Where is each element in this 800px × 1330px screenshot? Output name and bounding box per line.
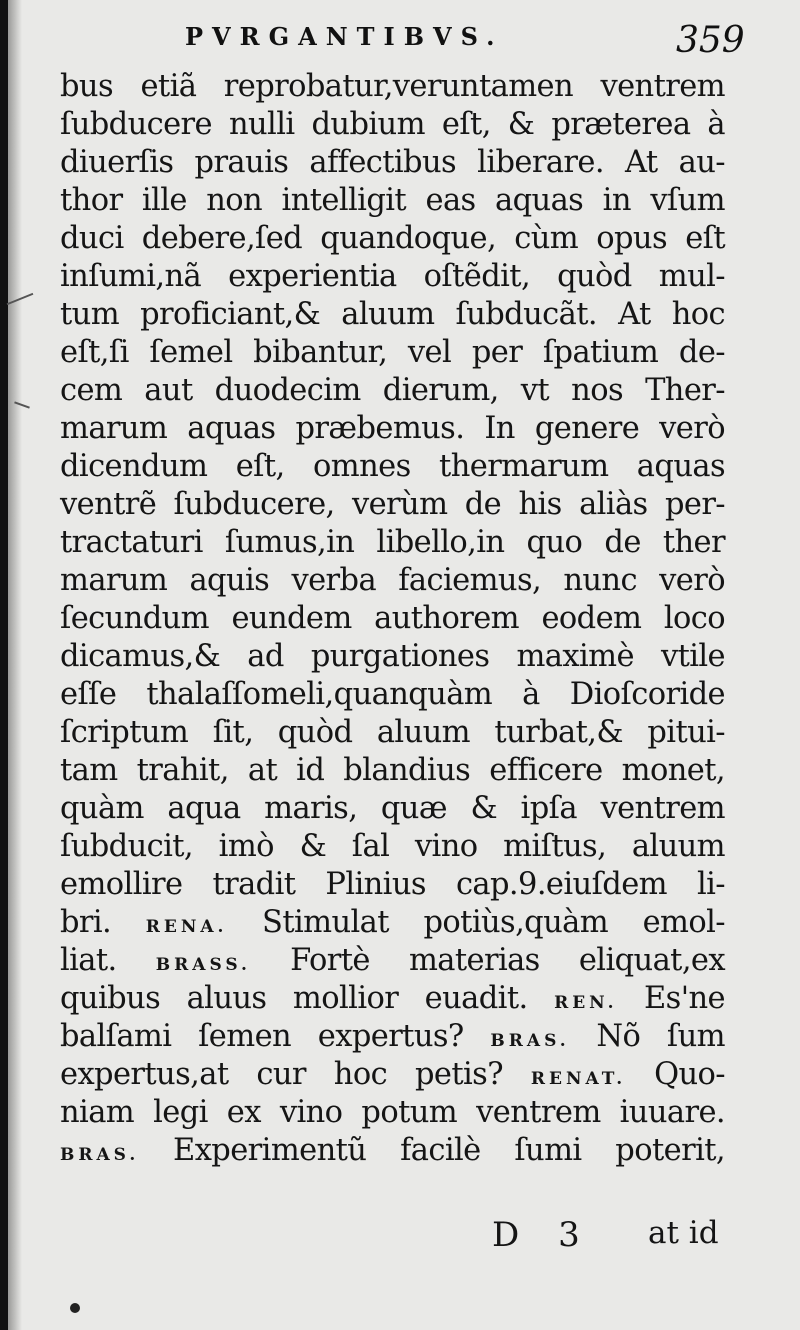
speaker-name: RENAT. [530, 1069, 627, 1089]
line-text: thor ille non intelligit eas aquas in vſum [60, 183, 725, 218]
text-line [60, 220, 725, 258]
text-line [60, 144, 725, 182]
line-text: quibus aluus mollior euadit. [60, 981, 528, 1016]
text-line [60, 676, 725, 714]
text-line [60, 296, 725, 334]
line-text: balſami ſemen expertus? [60, 1019, 464, 1054]
catchword: at id [648, 1215, 719, 1251]
line-text: quàm aqua maris, quæ & ipſa ventrem [60, 791, 725, 826]
line-text: duci debere,ſed quandoque, cùm opus eſt [60, 221, 725, 256]
text-line [60, 372, 725, 410]
line-text: Experimentũ facilè ſumi poterit, [173, 1133, 725, 1168]
text-line [60, 1094, 725, 1132]
line-text: ſubducit, imò & ſal vino miſtus, aluum [60, 829, 725, 864]
line-text: ſubducere nulli dubium eſt, & præterea à [60, 107, 725, 142]
text-line [60, 828, 725, 866]
line-text: bus etiã reprobatur,veruntamen ventrem [60, 69, 725, 104]
text-line [60, 1018, 725, 1056]
text-line [60, 1056, 725, 1094]
line-text: Quo- [654, 1057, 725, 1092]
body-text [60, 68, 725, 1170]
speaker-name: BRASS. [155, 955, 251, 975]
line-text: ſcriptum ſit, quòd aluum turbat,& pitui- [60, 715, 725, 750]
line-text: Fortè materias eliquat,ex [290, 943, 725, 978]
text-line [60, 942, 725, 980]
text-line [60, 182, 725, 220]
speaker-name: BRAS. [60, 1145, 140, 1165]
text-line [60, 790, 725, 828]
text-line [60, 904, 725, 942]
text-line [60, 524, 725, 562]
line-text: Nõ ſum [596, 1019, 725, 1054]
line-text: bri. [60, 905, 112, 940]
line-text: marum aquas præbemus. In genere verò [60, 411, 725, 446]
speaker-name: RENA. [145, 917, 228, 937]
text-line [60, 866, 725, 904]
running-head: PVRGANTIBVS. [185, 22, 504, 51]
line-text: marum aquis verba faciemus, nunc verò [60, 563, 725, 598]
gutter-shadow [8, 0, 22, 1330]
text-line [60, 600, 725, 638]
spine-shadow [0, 0, 8, 1330]
text-line [60, 752, 725, 790]
line-text: Stimulat potiùs,quàm emol- [262, 905, 725, 940]
speaker-name: BRAS. [490, 1031, 570, 1051]
text-line [60, 68, 725, 106]
text-line [60, 258, 725, 296]
text-line [60, 980, 725, 1018]
line-text: ſecundum eundem authorem eodem loco [60, 601, 725, 636]
line-text: eſt,ſi ſemel bibantur, vel per ſpatium de- [60, 335, 725, 370]
line-text: inſumi,nã experientia oſtẽdit, quòd mul- [60, 259, 725, 294]
line-text: tractaturi ſumus,in libello,in quo de ther [60, 525, 725, 560]
line-text: niam legi ex vino potum ventrem iuuare. [60, 1095, 725, 1130]
line-text: dicendum eſt, omnes thermarum aquas [60, 449, 725, 484]
text-line [60, 1132, 725, 1170]
line-text: diuerſis prauis affectibus liberare. At au- [60, 145, 725, 180]
line-text: tam trahit, at id blandius efficere monet, [60, 753, 725, 788]
text-line [60, 106, 725, 144]
line-text: eſſe thalaſſomeli,quanquàm à Dioſcoride [60, 677, 725, 712]
page-number: 359 [676, 20, 745, 61]
line-text: cem aut duodecim dierum, vt nos Ther- [60, 373, 725, 408]
line-text: emollire tradit Plinius cap.9.eiuſdem li- [60, 867, 725, 902]
ink-blot [70, 1303, 80, 1313]
line-text: expertus,at cur hoc petis? [60, 1057, 503, 1092]
text-line [60, 334, 725, 372]
text-line [60, 638, 725, 676]
line-text: ventrẽ ſubducere, verùm de his aliàs per- [60, 487, 725, 522]
text-line [60, 448, 725, 486]
speaker-name: REN. [554, 993, 618, 1013]
text-line [60, 562, 725, 600]
line-text: dicamus,& ad purgationes maximè vtile [60, 639, 725, 674]
signature-mark: D 3 [492, 1215, 594, 1255]
line-text: tum proficiant,& aluum ſubducãt. At hoc [60, 297, 725, 332]
line-text: Es'ne [644, 981, 725, 1016]
text-line [60, 410, 725, 448]
text-line [60, 714, 725, 752]
text-line [60, 486, 725, 524]
line-text: liat. [60, 943, 117, 978]
